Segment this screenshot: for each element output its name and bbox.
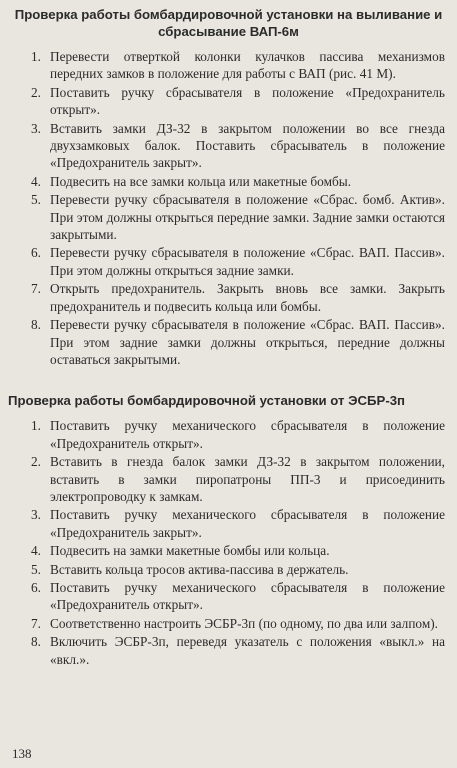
step-number: 7. (31, 615, 41, 631)
section-title-esbr (8, 392, 445, 409)
section-title-vap (12, 6, 445, 40)
list-item (12, 579, 445, 614)
step-text: Вставить кольца тросов актива-пассива в держатель. (50, 561, 349, 577)
list-item (12, 633, 445, 668)
list-item (12, 542, 445, 559)
step-number: 3. (31, 507, 41, 523)
list-item (12, 173, 445, 190)
step-number: 6. (31, 245, 41, 261)
section-title-line: Проверка работы бомбардировочной установки на выливание и (14, 7, 443, 22)
step-text: Перевести ручку сбрасывателя в положение «Сбрас. ВАП. Пассив». При этом должны открыться задние замки. (50, 245, 445, 278)
step-number: 2. (31, 84, 41, 100)
step-number: 3. (31, 120, 41, 136)
step-text: Перевести отверткой колонки кулачков пассива механизмов передних замков в положение для работы с ВАП (рис. 41 М). (50, 49, 445, 82)
step-number: 5. (31, 192, 41, 208)
step-text: Подвесить на замки макетные бомбы или кольца. (50, 543, 330, 559)
step-text: Подвесить на все замки кольца или макетные бомбы. (50, 173, 352, 189)
list-item (12, 506, 445, 541)
list-item (12, 316, 445, 368)
step-text: Вставить в гнезда балок замки ДЗ-32 в закрытом положении, вставить в замки пиропатроны ПП-3 и присоединить электропроводку к замкам. (50, 454, 445, 504)
page-number: 138 (12, 746, 32, 761)
step-number: 6. (31, 579, 41, 595)
step-text: Открыть предохранитель. Закрыть вновь все замки. Закрыть предохранитель и подвесить кольца или бомбы. (50, 281, 445, 314)
list-item (12, 244, 445, 279)
step-text: Поставить ручку механического сбрасывателя в положение «Предохранитель открыт». (50, 579, 445, 613)
step-number: 1. (31, 418, 41, 434)
step-text: Поставить ручку механического сбрасывателя в положение «Предохранитель открыт». (50, 418, 445, 451)
step-number: 7. (31, 281, 41, 297)
step-number: 8. (31, 317, 41, 333)
step-number: 2. (31, 454, 41, 470)
step-number: 4. (31, 173, 41, 189)
steps-list-vap (12, 48, 445, 368)
list-item (12, 280, 445, 315)
step-number: 5. (31, 561, 41, 577)
step-text: Поставить ручку механического сбрасывателя в положение «Предохранитель закрыт». (50, 507, 445, 540)
steps-list-esbr (12, 417, 445, 668)
section-title-line: сбрасывание ВАП-6м (158, 24, 299, 39)
list-item (12, 453, 445, 505)
step-text: Перевести ручку сбрасывателя в положение «Сбрас. ВАП. Пассив». При этом задние замки должны открыться, передние должны оставаться закрытыми. (50, 317, 445, 367)
step-number: 1. (31, 49, 41, 64)
list-item (12, 120, 445, 172)
step-number: 4. (31, 543, 41, 559)
step-text: Соответственно настроить ЭСБР-3п (по одному, по два или залпом). (50, 615, 438, 631)
list-item (12, 48, 445, 83)
step-number: 8. (31, 634, 41, 650)
list-item (12, 417, 445, 452)
list-item (12, 84, 445, 119)
list-item (12, 561, 445, 578)
section-title-line: Проверка работы бомбардировочной установки от ЭСБР-3п (8, 393, 406, 409)
list-item (12, 615, 445, 632)
step-text: Перевести ручку сбрасывателя в положение «Сбрас. бомб. Актив». При этом должны открыться передние замки. Задние замки остаются закрытыми. (50, 192, 445, 243)
step-text: Поставить ручку сбрасывателя в положение «Предохранитель открыт». (50, 84, 445, 118)
list-item (12, 191, 445, 243)
step-text: Вставить замки ДЗ-32 в закрытом положении во все гнезда двухзамковых балок. Поставить сбрасыватель в положение «Предохранитель закрыт». (50, 120, 445, 171)
step-text: Включить ЭСБР-3п, переведя указатель с положения «выкл.» на «вкл.». (50, 634, 445, 667)
